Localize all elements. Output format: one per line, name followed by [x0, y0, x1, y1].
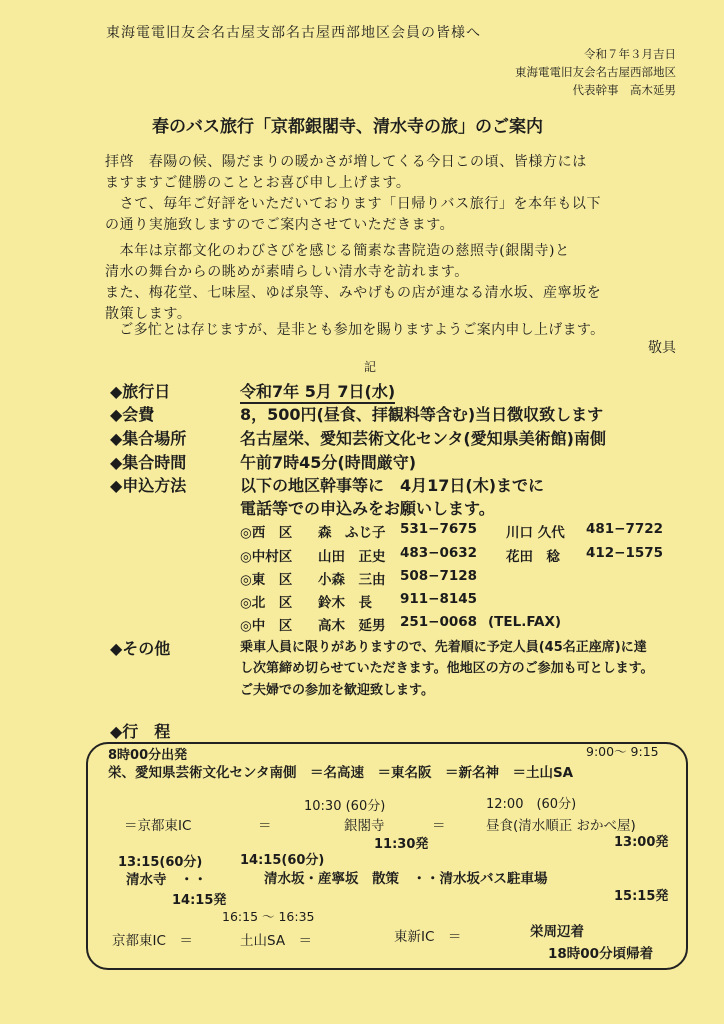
- apply-value: 以下の地区幹事等に 4月17日(木)までに: [240, 476, 545, 495]
- date-value: 令和7年 5月 7日(水): [240, 379, 395, 404]
- itinerary-row: 栄、愛知県芸術文化センタ南側 ＝名高速 ＝東名阪 ＝新名神 ＝土山SA: [108, 765, 574, 781]
- itinerary-label: ◆行 程: [110, 722, 171, 741]
- body-line: 散策します。: [105, 306, 192, 322]
- other-label: ◆その他: [110, 639, 171, 658]
- contact-ward: ◎東 区: [240, 572, 293, 588]
- other-line: ご夫婦での参加を歓迎致します。: [240, 683, 434, 698]
- contact-tel: 481−7722: [586, 521, 664, 537]
- body-line: ご多忙とは存じますが、是非とも参加を賜りますようご案内申し上げます。: [105, 322, 605, 338]
- sender-rep: 代表幹事 高木延男: [572, 83, 676, 97]
- body-line: の通り実施致しますのでご案内させていただきます。: [105, 217, 455, 233]
- body-line: ますますご健勝のこととお喜び申し上げます。: [105, 175, 411, 191]
- contact-name: 高木 延男: [318, 618, 386, 634]
- itinerary-row: ＝: [432, 818, 446, 834]
- itinerary-row: 清水寺 ・・: [126, 872, 207, 888]
- other-line: 乗車人員に限りがありますので、先着順に予定人員(45名正座席)に達: [240, 640, 647, 655]
- contact-name: 川口 久代: [506, 525, 565, 541]
- contact-ward: ◎中 区: [240, 618, 293, 634]
- contact-name: 森 ふじ子: [318, 525, 386, 541]
- contact-tel: 911−8145: [400, 591, 478, 607]
- itinerary-row: 昼食(清水順正 おかべ屋): [486, 818, 636, 834]
- itinerary-row: 18時00分頃帰着: [548, 946, 654, 962]
- closing: 敬具: [648, 340, 676, 356]
- itinerary-row: ＝京都東IC: [124, 818, 192, 834]
- place-value: 名古屋栄、愛知芸術文化センタ(愛知県美術館)南側: [240, 429, 606, 448]
- itinerary-row: 栄周辺着: [530, 924, 584, 940]
- itinerary-time: 12:00 (60分): [486, 797, 577, 812]
- contact-name: 山田 正史: [318, 549, 386, 565]
- itinerary-row: ＝: [258, 818, 272, 834]
- time-value: 午前7時45分(時間厳守): [240, 453, 417, 472]
- itinerary-time: 13:15(60分): [118, 855, 203, 870]
- page-title: 春のバス旅行「京都銀閣寺、清水寺の旅」のご案内: [152, 117, 543, 137]
- itinerary-row: 清水坂・産寧坂 散策 ・・清水坂バス駐車場: [264, 871, 548, 887]
- itinerary-row: 京都東IC ＝: [112, 933, 193, 949]
- itinerary-row: 東新IC ＝: [394, 929, 462, 945]
- contact-tel: 412−1575: [586, 545, 664, 561]
- sender-org: 東海電電旧友会名古屋西部地区: [515, 65, 676, 79]
- contact-tel: 508−7128: [400, 568, 478, 584]
- body-line: 本年は京都文化のわびさびを感じる簡素な書院造の慈照寺(銀閣寺)と: [105, 243, 570, 259]
- apply-label: ◆申込方法: [110, 476, 187, 495]
- itinerary-time: 11:30発: [374, 837, 429, 852]
- contact-tel: 483−0632: [400, 545, 478, 561]
- time-label: ◆集合時間: [110, 453, 187, 472]
- contact-name: 鈴木 長: [318, 595, 372, 611]
- itinerary-time: 14:15発: [172, 893, 227, 908]
- contact-ward: ◎中村区: [240, 549, 293, 565]
- contact-ward: ◎北 区: [240, 595, 293, 611]
- itinerary-time: 14:15(60分): [240, 853, 325, 868]
- fee-label: ◆会費: [110, 405, 155, 424]
- itinerary-time: 13:00発: [614, 835, 669, 850]
- body-line: さて、毎年ご好評をいただいております「日帰りバス旅行」を本年も以下: [105, 196, 602, 212]
- itinerary-time: 15:15発: [614, 889, 669, 904]
- contact-tel: 251−0068: [400, 614, 478, 630]
- itinerary-row: 銀閣寺: [344, 818, 385, 834]
- body-line: 拝啓 春陽の候、陽だまりの暖かさが増してくる今日この頃、皆様方には: [105, 154, 587, 170]
- other-line: し次第締め切らせていただきます。他地区の方のご参加も可とします。: [240, 661, 654, 676]
- contact-note: (TEL.FAX): [488, 614, 562, 630]
- itinerary-time: 16:15 〜 16:35: [222, 909, 315, 924]
- itinerary-depart: 8時00分出発: [108, 748, 188, 763]
- addressee: 東海電電旧友会名古屋支部名古屋西部地区会員の皆様へ: [106, 25, 481, 41]
- place-label: ◆集合場所: [110, 429, 187, 448]
- itinerary-row: 土山SA ＝: [240, 933, 313, 949]
- apply-value: 電話等での申込みをお願いします。: [240, 499, 495, 518]
- date: 令和７年３月吉日: [584, 47, 676, 61]
- body-line: 清水の舞台からの眺めが素晴らしい清水寺を訪れます。: [105, 264, 469, 280]
- contact-name: 小森 三由: [318, 572, 386, 588]
- contact-ward: ◎西 区: [240, 525, 293, 541]
- date-label: ◆旅行日: [110, 382, 171, 401]
- itinerary-time: 10:30 (60分): [304, 799, 386, 814]
- contact-name: 花田 稔: [506, 549, 560, 565]
- fee-value: 8，500円(昼食、拝観料等含む)当日徴収致します: [240, 405, 604, 424]
- itinerary-time: 9:00〜 9:15: [586, 744, 659, 759]
- ki-mark: 記: [364, 360, 377, 374]
- contact-tel: 531−7675: [400, 521, 478, 537]
- body-line: また、梅花堂、七味屋、ゆば泉等、みやげもの店が連なる清水坂、産寧坂を: [105, 285, 602, 301]
